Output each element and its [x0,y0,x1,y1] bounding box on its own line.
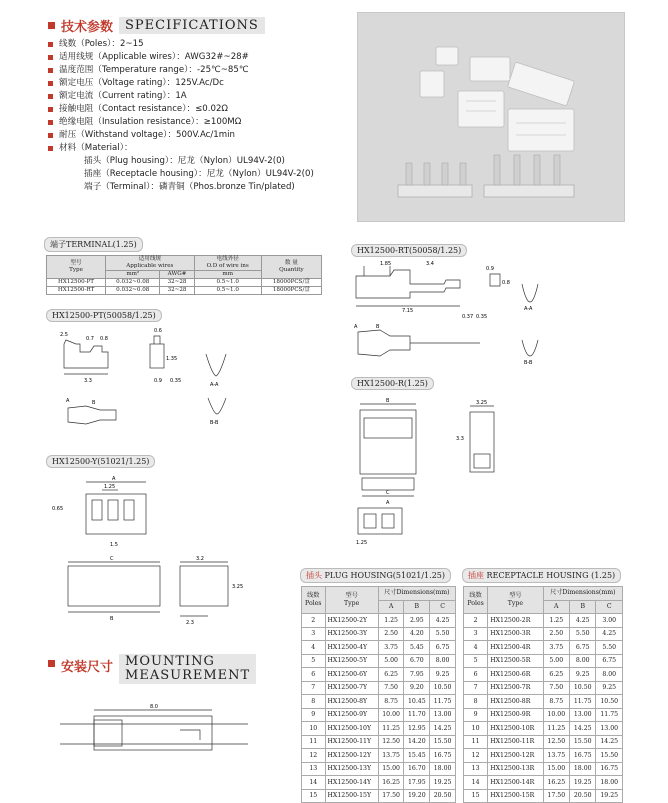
table-cell: HX12500-13Y [325,762,378,776]
marker-b: B [386,398,390,404]
connector-medium [470,57,510,81]
rt-drawing [350,258,550,368]
table-row [302,789,456,803]
table-row [302,749,456,763]
table-cell: 11.25 [543,722,569,736]
table-cell: HX12500-6R [488,668,543,682]
table-cell: 13.00 [430,708,456,722]
table-row [302,708,456,722]
spec-list [48,38,314,194]
dim-label: 0.7 [86,336,94,342]
table-cell: 8.00 [570,654,596,668]
table-cell: 9 [302,708,326,722]
table-cell: 10.50 [430,681,456,695]
bullet-icon [48,120,53,125]
section-label-receptacle: 插座 RECEPTACLE HOUSING (1.25) [462,568,621,583]
table-row [302,614,456,628]
table-cell: 5.50 [430,627,456,641]
dim-label: 3.2 [196,556,204,562]
table-cell: 5 [302,654,326,668]
table-row [464,722,623,736]
table-cell: 11.75 [570,695,596,709]
table-cell: 1.25 [378,614,404,628]
mounting-title-cn: 安装尺寸 [61,660,114,675]
spec-title-cn: 技术参数 [61,20,114,35]
table-cell: 18.00 [596,776,623,790]
table-cell: 8.75 [543,695,569,709]
spec-item: 材料（Material）： [48,142,314,155]
table-cell: HX12500-10Y [325,722,378,736]
table-row [464,668,623,682]
table-cell: HX12500-7R [488,681,543,695]
mounting-header [48,654,256,684]
table-row [302,681,456,695]
section-label-rt: HX12500-RT(50058/1.25) [351,244,467,257]
table-cell: 19.20 [404,789,430,803]
table-cell: 10 [464,722,488,736]
table-cell: 12 [464,749,488,763]
table-cell: 14.25 [596,735,623,749]
section-bb-label: B-B [210,420,219,426]
table-row [464,708,623,722]
table-cell: 3.75 [378,641,404,655]
bullet-icon [48,55,53,60]
table-cell: 16.25 [543,776,569,790]
table-cell: 9.25 [570,668,596,682]
bullet-icon [48,107,53,112]
table-cell: 3 [302,627,326,641]
table-cell: 15 [464,789,488,803]
connector-small [436,47,458,65]
bullet-icon [48,94,53,99]
connector-plug-large [508,109,574,151]
table-cell: 9.25 [596,681,623,695]
marker-a: A [66,398,70,404]
table-cell: 9.25 [430,668,456,682]
table-cell: 13.75 [378,749,404,763]
spec-item: 接触电阻（Contact resistance）：≤0.02Ω [48,103,314,116]
terminal-strip-left [398,185,472,197]
table-cell: 5.00 [378,654,404,668]
table-row [464,789,623,803]
connector-long [508,62,575,106]
table-cell: 7.50 [378,681,404,695]
table-cell: 10.50 [570,681,596,695]
table-cell: 2.50 [543,627,569,641]
dim-label: 7.15 [402,308,414,314]
y-drawing [46,470,246,640]
table-cell: 5.50 [570,627,596,641]
marker-a: A [112,476,116,482]
material-item: 端子（Terminal）：磷青铜（Phos.bronze Tin/plated) [84,182,295,192]
table-cell: 13.75 [543,749,569,763]
table-cell: 5.50 [596,641,623,655]
product-photo [357,12,625,222]
table-cell: 8 [464,695,488,709]
table-cell: 14 [302,776,326,790]
table-cell: HX12500-4R [488,641,543,655]
dim-label: 0.65 [52,506,64,512]
dim-label: 0.9 [486,266,494,272]
table-cell: 4.25 [596,627,623,641]
dim-label: 0.6 [154,328,162,334]
table-row [464,627,623,641]
table-cell: 3.75 [543,641,569,655]
section-label-plug: 插头 PLUG HOUSING(51021/1.25) [300,568,451,583]
table-cell: 11.75 [430,695,456,709]
table-cell: 19.25 [596,789,623,803]
bullet-square-icon [48,22,55,29]
table-cell: 15.00 [543,762,569,776]
spec-item: 额定电压（Voltage rating）：125V.Ac/Dc [48,77,314,90]
table-cell: 15.45 [404,749,430,763]
dim-label: 2.5 [60,332,68,338]
table-row [464,762,623,776]
table-cell: 6.75 [570,641,596,655]
table-row [302,627,456,641]
table-cell: 10 [302,722,326,736]
table-cell: 2 [464,614,488,628]
col-qty: 数 量 Quantity [261,256,321,279]
table-cell: HX12500-14Y [325,776,378,790]
dim-label: 3.3 [84,378,92,384]
spec-item: 线数（Poles）：2~15 [48,38,314,51]
spec-item: 耐压（Withstand voltage）：500V.Ac/1min [48,129,314,142]
table-cell: 18.00 [570,762,596,776]
table-cell: 9.20 [404,681,430,695]
table-cell: 8.75 [378,695,404,709]
table-row [464,776,623,790]
table-cell: 10.45 [404,695,430,709]
dim-label: 2.3 [186,620,194,626]
table-cell: 14 [464,776,488,790]
section-aa-label: A-A [210,382,219,388]
marker-c: C [386,490,390,496]
table-cell: HX12500-8R [488,695,543,709]
receptacle-table-body [464,614,623,803]
table-cell: 3.00 [596,614,623,628]
table-cell: 17.95 [404,776,430,790]
dim-label: 1.25 [356,540,368,546]
dim-label: 0.35 [170,378,182,384]
table-cell: 17.50 [543,789,569,803]
table-cell: 6.70 [404,654,430,668]
table-row [302,776,456,790]
table-cell: 16.75 [596,762,623,776]
connector-illustration [358,13,624,221]
dim-label: 1.85 [380,261,392,267]
table-cell: 12 [302,749,326,763]
table-cell: 15.50 [430,735,456,749]
table-cell: 16.75 [570,749,596,763]
dim-label: 0.8 [100,336,108,342]
mounting-title-en: MOUNTING MEASUREMENT [119,654,256,684]
marker-b: B [92,400,96,406]
terminal-table: 型号 Type 适用线规 Applicable wires 电线外径 O.D of wire ins 数 量 Quantity mm² AWG# mm HX12500-PT 0.032~0.08 32~28 0.5~1.0 18000PCS/盘 HX12500-RT 0.032~0.08 32~28 0.5~1.0 18000PCS/盘 [46,255,322,295]
dim-label: 3.25 [232,584,244,590]
table-row [464,681,623,695]
table-cell: HX12500-11R [488,735,543,749]
table-row [302,722,456,736]
table-row: HX12500-PT 0.032~0.08 32~28 0.5~1.0 18000PCS/盘 [47,279,322,287]
table-cell: 14.20 [404,735,430,749]
table-cell: 16.75 [430,749,456,763]
table-cell: 13.00 [596,722,623,736]
table-cell: 14.25 [430,722,456,736]
table-cell: 4.20 [404,627,430,641]
marker-a: A [386,500,390,506]
table-cell: 11 [464,735,488,749]
section-bb-label: B-B [524,360,533,366]
spec-title-en: SPECIFICATIONS [119,17,265,34]
table-cell: 15.50 [570,735,596,749]
table-cell: 15 [302,789,326,803]
table-cell: 8.00 [596,668,623,682]
material-item: 插头（Plug housing）：尼龙（Nylon）UL94V-2(0) [84,156,285,166]
table-cell: 20.50 [570,789,596,803]
table-cell: 15.00 [378,762,404,776]
table-cell: 11.25 [378,722,404,736]
table-cell: HX12500-2R [488,614,543,628]
dim-label: 0.8 [502,280,510,286]
connector-small-2 [420,71,444,97]
table-cell: HX12500-5Y [325,654,378,668]
spec-item: 适用线规（Applicable wires）：AWG32#~28# [48,51,314,64]
table-row [302,668,456,682]
table-cell: 2.50 [378,627,404,641]
table-cell: HX12500-3Y [325,627,378,641]
table-cell: 1.25 [543,614,569,628]
plug-table-body [302,614,456,803]
table-cell: 10.00 [543,708,569,722]
dim-label: 3.25 [476,400,488,406]
table-cell: HX12500-3R [488,627,543,641]
table-row [464,654,623,668]
section-aa-label: A-A [524,306,533,312]
spec-item: 额定电流（Current rating）：1A [48,90,314,103]
table-row: HX12500-RT 0.032~0.08 32~28 0.5~1.0 18000PCS/盘 [47,287,322,295]
table-cell: HX12500-10R [488,722,543,736]
table-cell: 3 [464,627,488,641]
table-cell: 6 [302,668,326,682]
table-cell: 13.00 [570,708,596,722]
table-cell: 12.50 [543,735,569,749]
material-item: 插座（Receptacle housing）：尼龙（Nylon）UL94V-2(0) [84,169,314,179]
table-cell: HX12500-13R [488,762,543,776]
table-row [302,654,456,668]
table-cell: 5 [464,654,488,668]
terminal-strip-right [484,185,574,197]
section-label-pt: HX12500-PT(50058/1.25) [46,309,162,322]
table-cell: 14.25 [570,722,596,736]
bullet-icon [48,146,53,151]
section-label-terminal: 端子TERMINAL(1.25) [44,237,143,252]
table-cell: 6 [464,668,488,682]
bullet-icon [48,68,53,73]
table-cell: HX12500-7Y [325,681,378,695]
dim-label: 0.35 [476,314,488,320]
table-cell: 6.25 [543,668,569,682]
table-cell: HX12500-4Y [325,641,378,655]
col-type: 型号 Type [47,256,106,279]
table-cell: 11 [302,735,326,749]
table-cell: 6.25 [378,668,404,682]
table-cell: 19.25 [570,776,596,790]
table-cell: HX12500-14R [488,776,543,790]
table-cell: 13 [302,762,326,776]
table-cell: 12.95 [404,722,430,736]
section-label-y: HX12500-Y(51021/1.25) [46,455,155,468]
plug-housing-table: 线数 Poles 型号 Type 尺寸Dimensions(mm) A B C 2 HX12500-2Y 1.25 2.95 4.25 3 HX12500-3Y 2.50 4.20 5.50 4 HX12500-4Y 3.75 5.45 6.75 5 HX12500-5Y 5.00 6.70 8.00 6 HX12500-6Y 6.25 7.95 9.25 7 HX12500-7Y 7.50 9.20 10.50 8 HX12500-8Y 8.75 10.45 11.75 9 HX12500-9Y 10.00 11.70 13.00 10 HX12500-10Y 11.25 12.95 14.25 11 HX12500-11Y 12.50 14.20 15.50 12 HX12500-12Y 13.75 15.45 16.75 13 HX12500-13Y 15.00 16.70 18.00 14 HX12500-14Y 16.25 17.95 19.25 15 HX12500-15Y 17.50 19.20 20.50 [301,586,456,803]
table-row [302,641,456,655]
table-cell: 8.00 [430,654,456,668]
table-cell: 2 [302,614,326,628]
table-row [464,735,623,749]
table-cell: HX12500-9R [488,708,543,722]
bullet-square-icon [48,660,55,667]
table-cell: HX12500-6Y [325,668,378,682]
table-cell: 8 [302,695,326,709]
marker-b: B [376,324,380,330]
pt-drawing [46,324,246,444]
table-cell: HX12500-2Y [325,614,378,628]
table-cell: HX12500-11Y [325,735,378,749]
table-cell: 7 [302,681,326,695]
table-cell: 9 [464,708,488,722]
table-row [302,695,456,709]
table-cell: HX12500-15Y [325,789,378,803]
table-cell: 4.25 [430,614,456,628]
table-row [464,614,623,628]
table-cell: HX12500-5R [488,654,543,668]
table-cell: 5.45 [404,641,430,655]
table-row [302,735,456,749]
spec-item: 绝缘电阻（Insulation resistance）：≥100MΩ [48,116,314,129]
table-cell: 5.00 [543,654,569,668]
table-cell: 7 [464,681,488,695]
marker-a: A [354,324,358,330]
table-cell: 17.50 [378,789,404,803]
table-cell: 16.70 [404,762,430,776]
bullet-icon [48,81,53,86]
connector-plug [458,91,504,127]
dim-label: 1.25 [104,484,116,490]
table-cell: HX12500-8Y [325,695,378,709]
table-cell: 19.25 [430,776,456,790]
table-cell: HX12500-9Y [325,708,378,722]
table-cell: 10.50 [596,695,623,709]
table-cell: 7.50 [543,681,569,695]
r-drawing [350,394,510,554]
table-cell: 11.70 [404,708,430,722]
table-cell: HX12500-12R [488,749,543,763]
table-cell: 13 [464,762,488,776]
receptacle-housing-table: 线数 Poles 型号 Type 尺寸Dimensions(mm) A B C 2 HX12500-2R 1.25 4.25 3.00 3 HX12500-3R 2.50 5.50 4.25 4 HX12500-4R 3.75 6.75 5.50 5 HX12500-5R 5.00 8.00 6.75 6 HX12500-6R 6.25 9.25 8.00 7 HX12500-7R 7.50 10.50 9.25 8 HX12500-8R 8.75 11.75 10.50 9 HX12500-9R 10.00 13.00 11.75 10 HX12500-10R 11.25 14.25 13.00 11 HX12500-11R 12.50 15.50 14.25 12 HX12500-12R 13.75 16.75 15.50 13 HX12500-13R 15.00 18.00 16.75 14 HX12500-14R 16.25 19.25 18.00 15 HX12500-15R 17.50 20.50 19.25 [463,586,623,803]
table-cell: 16.25 [378,776,404,790]
table-cell: 7.95 [404,668,430,682]
dim-label: 0.37 [462,314,474,320]
table-cell: 4.25 [570,614,596,628]
table-row [464,641,623,655]
mounting-drawing [60,700,250,760]
col-wire: 适用线规 Applicable wires [106,256,195,271]
table-cell: 12.50 [378,735,404,749]
bullet-icon [48,42,53,47]
dim-label: 8.0 [150,704,158,710]
table-cell: 10.00 [378,708,404,722]
spec-item: 温度范围（Temperature range）：-25℃~85℃ [48,64,314,77]
table-row [464,695,623,709]
col-od: 电线外径 O.D of wire ins [194,256,261,271]
dim-label: 1.5 [110,542,118,548]
table-cell: 20.50 [430,789,456,803]
table-cell: 15.50 [596,749,623,763]
table-cell: 18.00 [430,762,456,776]
table-cell: 4 [302,641,326,655]
table-cell: 4 [464,641,488,655]
spec-header [48,16,265,35]
table-cell: 11.75 [596,708,623,722]
section-label-r: HX12500-R(1.25) [351,377,434,390]
bullet-icon [48,133,53,138]
table-row [302,762,456,776]
table-cell: 6.75 [596,654,623,668]
dim-label: 0.9 [154,378,162,384]
marker-c: C [110,556,114,562]
dim-label: 3.3 [456,436,464,442]
table-cell: 2.95 [404,614,430,628]
table-cell: 6.75 [430,641,456,655]
dim-label: 1.35 [166,356,178,362]
dim-label: 3.4 [426,261,434,267]
table-cell: HX12500-12Y [325,749,378,763]
table-row [464,749,623,763]
marker-b: B [110,616,114,622]
table-cell: HX12500-15R [488,789,543,803]
